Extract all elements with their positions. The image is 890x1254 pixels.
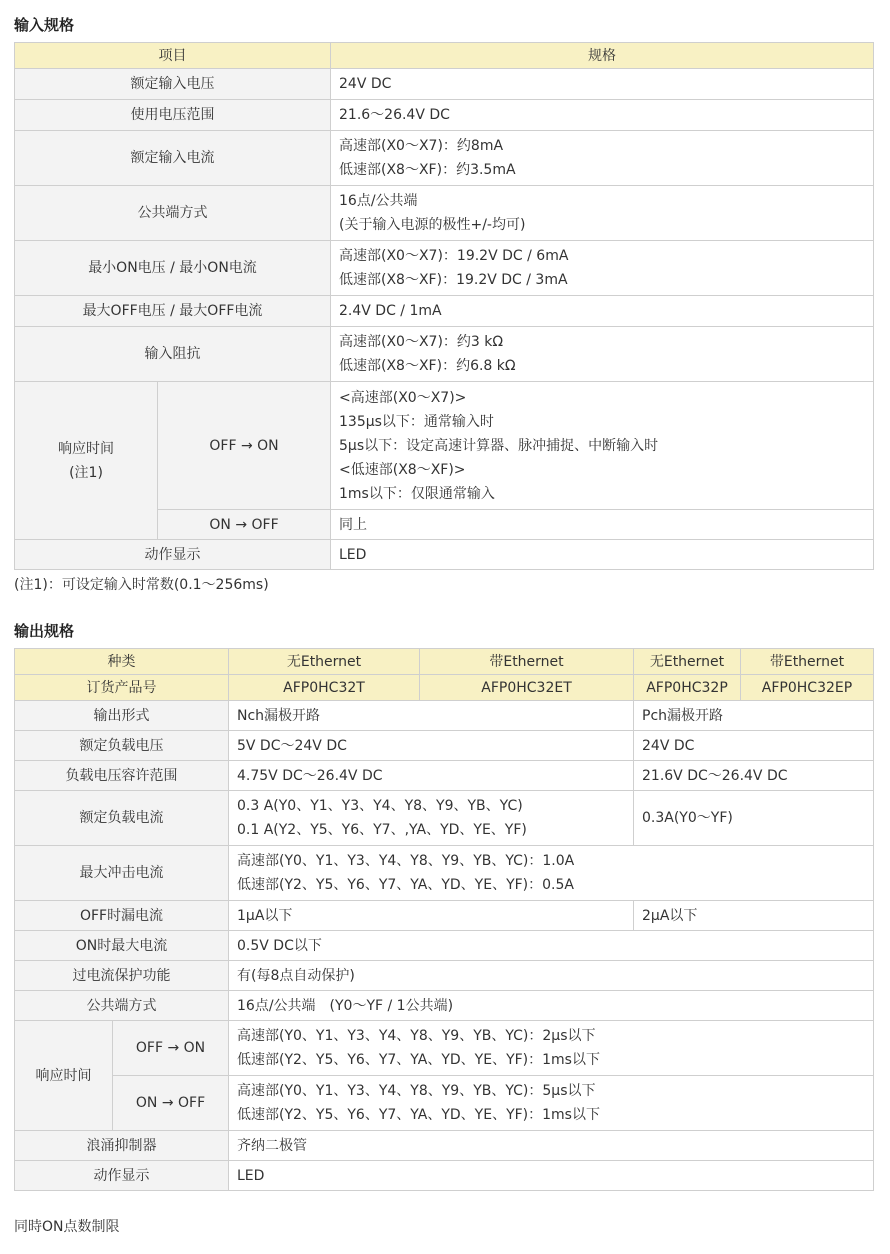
input-impedance-line: 低速部(X8～XF)：约6.8 kΩ (339, 358, 516, 374)
output-on-off-label: ON → OFF (113, 1076, 229, 1131)
off-leak-label: OFF时漏电流 (15, 901, 229, 931)
off-on-line: 5μs以下：设定高速计算器、脉冲捕捉、中断输入时 (339, 437, 659, 454)
max-off-value: 2.4V DC / 1mA (331, 296, 874, 327)
off-leak-pch: 2μA以下 (634, 901, 874, 931)
rated-load-current-line: 0.1 A(Y2、Y5、Y6、Y7、,YA、YD、YE、YF) (237, 822, 527, 838)
common-method-line: 16点/公共端 (339, 193, 418, 209)
rated-input-current-line: 低速部(X8～XF)：约3.5mA (339, 162, 516, 178)
response-time-label (15, 382, 158, 540)
order-col: AFP0HC32T (229, 675, 420, 701)
overcurrent-protect-label: 过电流保护功能 (15, 961, 229, 991)
off-on-value (331, 382, 874, 510)
off-on-line: <低速部(X8～XF)> (339, 461, 466, 478)
rated-load-voltage-label: 额定负载电压 (15, 731, 229, 761)
common-method-value (331, 186, 874, 241)
off-on-label: OFF → ON (158, 382, 331, 510)
common-method-line: (关于输入电源的极性+/-均可) (339, 217, 526, 233)
input-footnote: (注1)：可设定输入时常数(0.1～256ms) (14, 577, 269, 593)
rated-load-current-pch: 0.3A(Y0～YF) (634, 791, 874, 846)
surge-current-line: 高速部(Y0、Y1、Y3、Y4、Y8、Y9、YB、YC)：1.0A (237, 853, 575, 869)
kind-col: 无Ethernet (634, 649, 741, 675)
on-max-label: ON时最大电流 (15, 931, 229, 961)
output-on-off-value (229, 1076, 874, 1131)
surge-absorber-label: 浪涌抑制器 (15, 1131, 229, 1161)
kind-col: 带Ethernet (741, 649, 874, 675)
rated-load-current-nch (229, 791, 634, 846)
indicator-label: 动作显示 (15, 540, 331, 570)
on-off-label: ON → OFF (158, 510, 331, 540)
response-time-label-line: 响应时间 (58, 440, 114, 457)
surge-absorber-value: 齐纳二极管 (229, 1131, 874, 1161)
output-form-label: 输出形式 (15, 701, 229, 731)
load-voltage-range-label: 负载电压容许范围 (15, 761, 229, 791)
min-on-line: 低速部(X8～XF)：19.2V DC / 3mA (339, 272, 568, 288)
indicator-value: LED (331, 540, 874, 570)
output-spec-table (14, 648, 874, 1191)
common-method-label: 公共端方式 (15, 186, 331, 241)
voltage-range-label: 使用电压范围 (15, 100, 331, 131)
output-common-label: 公共端方式 (15, 991, 229, 1021)
output-off-on-line: 低速部(Y2、Y5、Y6、Y7、YA、YD、YE、YF)：1ms以下 (237, 1052, 600, 1068)
output-spec-title: 输出规格 (14, 622, 75, 640)
rated-input-current-value (331, 131, 874, 186)
output-off-on-line: 高速部(Y0、Y1、Y3、Y4、Y8、Y9、YB、YC)：2μs以下 (237, 1028, 596, 1044)
header-item: 项目 (15, 43, 331, 69)
surge-current-value (229, 846, 874, 901)
load-voltage-range-pch: 21.6V DC～26.4V DC (634, 761, 874, 791)
output-off-on-value (229, 1021, 874, 1076)
input-spec-title: 输入规格 (14, 16, 75, 34)
surge-current-line: 低速部(Y2、Y5、Y6、Y7、YA、YD、YE、YF)：0.5A (237, 877, 574, 893)
rated-load-voltage-pch: 24V DC (634, 731, 874, 761)
output-off-on-label: OFF → ON (113, 1021, 229, 1076)
off-on-line: 135μs以下：通常输入时 (339, 413, 494, 430)
rated-input-current-label: 额定输入电流 (15, 131, 331, 186)
input-impedance-label: 输入阻抗 (15, 327, 331, 382)
order-col: AFP0HC32EP (741, 675, 874, 701)
surge-current-label: 最大冲击电流 (15, 846, 229, 901)
output-footnote: 同時ON点数制限 (14, 1219, 120, 1235)
output-form-nch: Nch漏极开路 (229, 701, 634, 731)
load-voltage-range-nch: 4.75V DC～26.4V DC (229, 761, 634, 791)
order-label: 订货产品号 (15, 675, 229, 701)
rated-load-current-label: 额定负载电流 (15, 791, 229, 846)
off-on-line: 1ms以下：仅限通常输入 (339, 485, 495, 502)
min-on-label: 最小ON电压 / 最小ON电流 (15, 241, 331, 296)
rated-input-current-line: 高速部(X0～X7)：约8mA (339, 138, 504, 154)
on-max-value: 0.5V DC以下 (229, 931, 874, 961)
rated-load-current-line: 0.3 A(Y0、Y1、Y3、Y4、Y8、Y9、YB、YC) (237, 798, 523, 814)
output-common-value: 16点/公共端 (Y0～YF / 1公共端) (229, 991, 874, 1021)
overcurrent-protect-value: 有(每8点自动保护) (229, 961, 874, 991)
kind-label: 种类 (15, 649, 229, 675)
output-indicator-value: LED (229, 1161, 874, 1191)
input-impedance-value (331, 327, 874, 382)
rated-load-voltage-nch: 5V DC～24V DC (229, 731, 634, 761)
header-spec: 规格 (331, 43, 874, 69)
input-spec-table (14, 42, 874, 570)
rated-input-voltage-value: 24V DC (331, 69, 874, 100)
voltage-range-value: 21.6～26.4V DC (331, 100, 874, 131)
order-col: AFP0HC32ET (420, 675, 634, 701)
input-impedance-line: 高速部(X0～X7)：约3 kΩ (339, 334, 504, 350)
output-response-label: 响应时间 (15, 1021, 113, 1131)
order-col: AFP0HC32P (634, 675, 741, 701)
min-on-value (331, 241, 874, 296)
kind-col: 带Ethernet (420, 649, 634, 675)
kind-col: 无Ethernet (229, 649, 420, 675)
output-on-off-line: 低速部(Y2、Y5、Y6、Y7、YA、YD、YE、YF)：1ms以下 (237, 1107, 600, 1123)
output-on-off-line: 高速部(Y0、Y1、Y3、Y4、Y8、Y9、YB、YC)：5μs以下 (237, 1083, 596, 1099)
response-time-note-line: (注1) (69, 464, 103, 481)
on-off-value: 同上 (331, 510, 874, 540)
off-leak-nch: 1μA以下 (229, 901, 634, 931)
output-form-pch: Pch漏极开路 (634, 701, 874, 731)
output-indicator-label: 动作显示 (15, 1161, 229, 1191)
rated-input-voltage-label: 额定输入电压 (15, 69, 331, 100)
max-off-label: 最大OFF电压 / 最大OFF电流 (15, 296, 331, 327)
off-on-line: <高速部(X0～X7)> (339, 389, 467, 406)
min-on-line: 高速部(X0～X7)：19.2V DC / 6mA (339, 248, 569, 264)
